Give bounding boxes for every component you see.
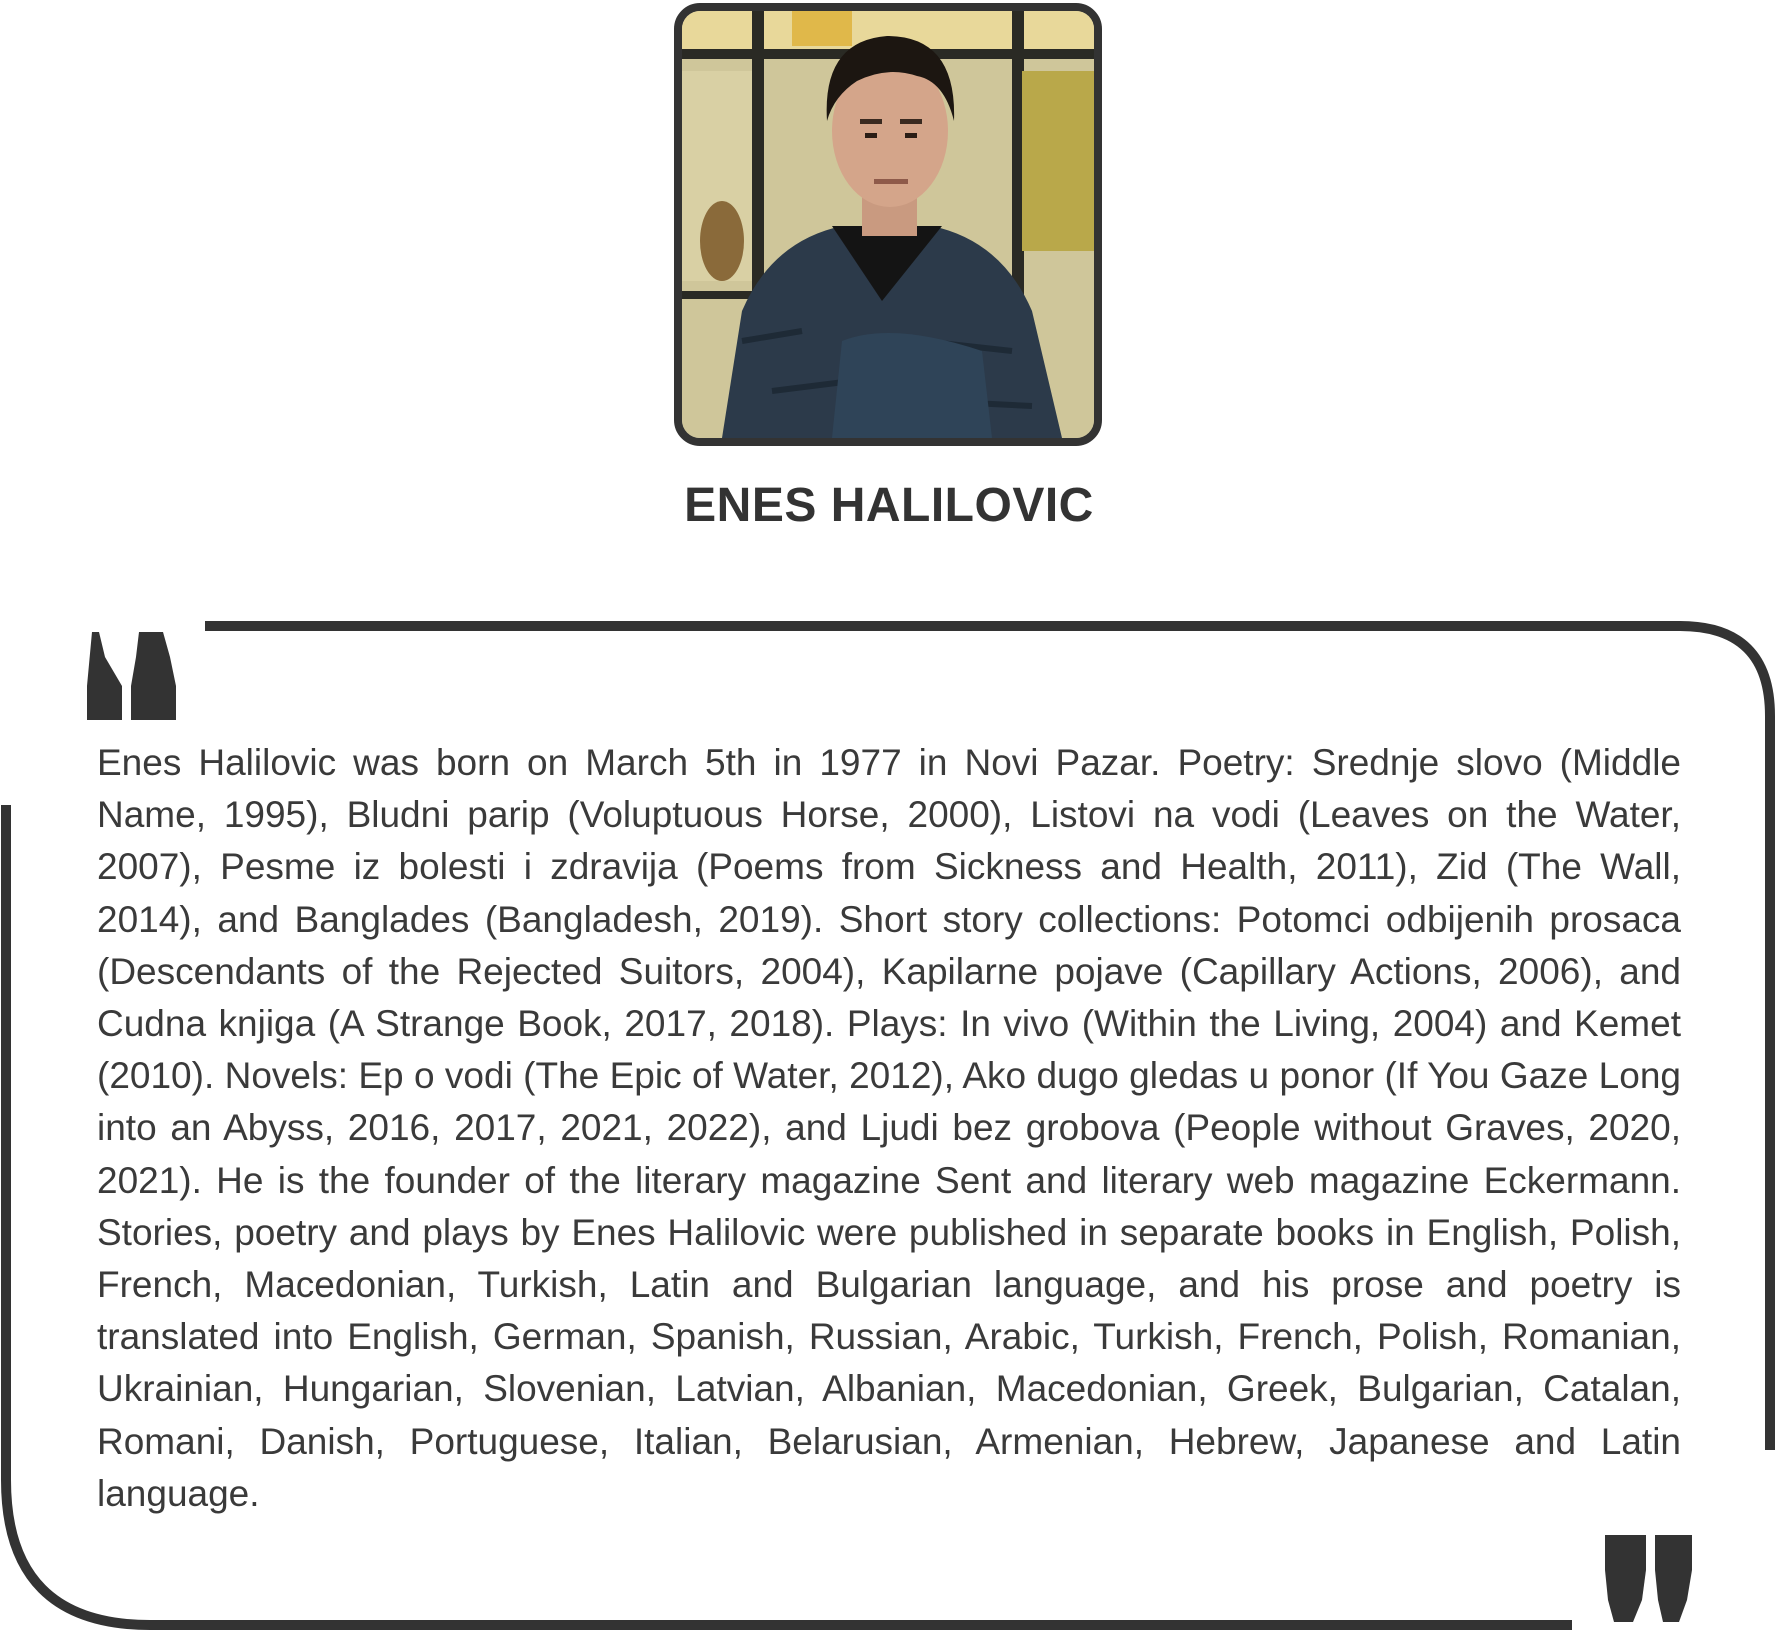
- open-quote-icon: [87, 632, 176, 720]
- close-quote-icon: [1605, 1535, 1692, 1622]
- author-name: ENES HALILOVIC: [684, 479, 1094, 532]
- author-biography: Enes Halilovic was born on March 5th in 1977 in Novi Pazar. Poetry: Srednje slovo (Middle Name, 1995), Bludni parip (Voluptuous Horse, 2000), Listovi na vodi (Leaves on the Water, 2007), Pesme iz bolesti i zdravija (Poems from Sickness and Health, 2011), Zid (The Wall, 2014), and Banglades (Bangladesh, 2019). Short story collections: Potomci odbijenih prosaca (Descendants of the Rejected Suitors, 2004), Kapilarne pojave (Capillary Actions, 2006), and Cudna knjiga (A Strange Book, 2017, 2018). Plays: In vivo (Within the Living, 2004) and Kemet (2010). Novels: Ep o vodi (The Epic of Water, 2012), Ako dugo gledas u ponor (If You Gaze Long into an Abyss, 2016, 2017, 2021, 2022), and Ljudi bez grobova (People without Graves, 2020, 2021). He is the founder of the literary magazine Sent and literary web magazine Eckermann. Stories, poetry and plays by Enes Halilovic were published in separate books in English, Polish, French, Macedonian, Turkish, Latin and Bulgarian language, and his prose and poetry is translated into English, German, Spanish, Russian, Arabic, Turkish, French, Polish, Romanian, Ukrainian, Hungarian, Slovenian, Latvian, Albanian, Macedonian, Greek, Bulgarian, Catalan, Romani, Danish, Portuguese, Italian, Belarusian, Armenian, Hebrew, Japanese and Latin language.: [97, 742, 1681, 1514]
